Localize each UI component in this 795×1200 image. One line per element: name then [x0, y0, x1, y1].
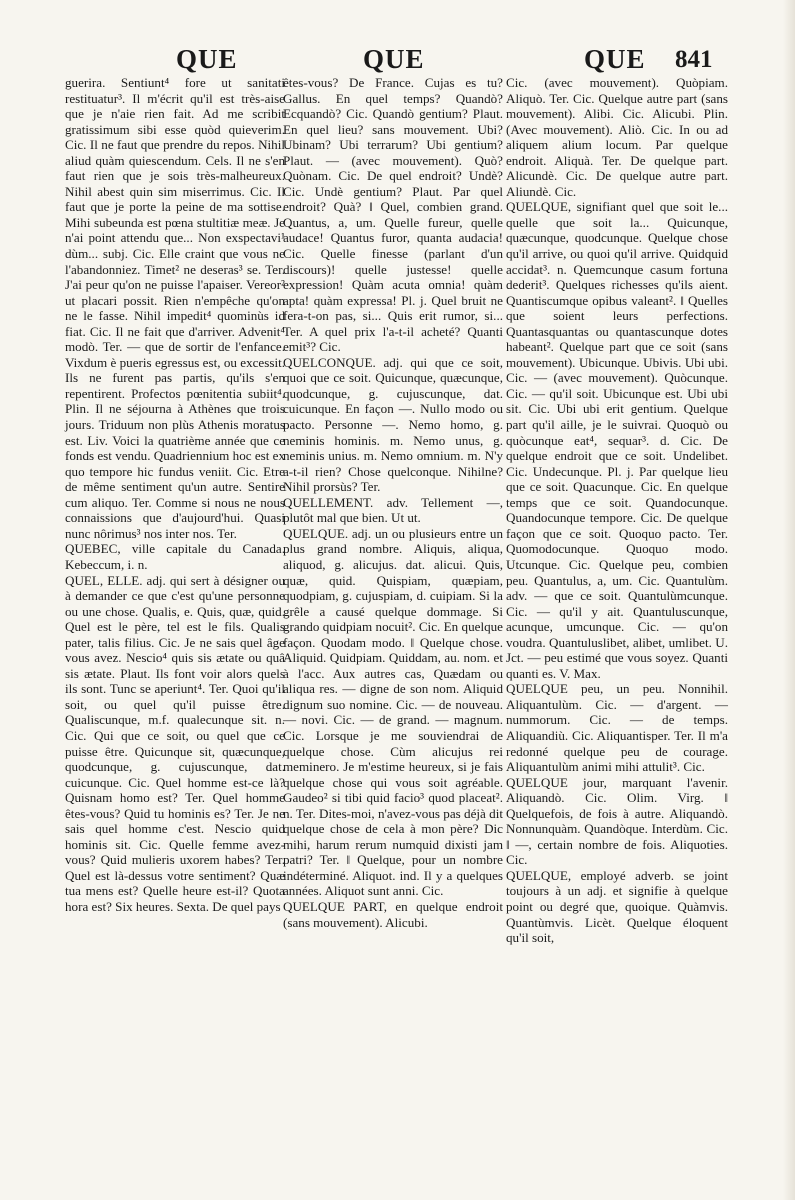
entry-text: QUELLEMENT. adv. Tellement —, plutôt mal que bien. Ut ut. — [283, 494, 503, 526]
text-column-right — [506, 75, 728, 946]
entry-text: êtes-vous? De France. Cujas es tu? Gallus. En quel temps? Quandò? Ecquandò? Cic. Quandò gentium? Plaut. En quel lieu? sans mouvement. Ubi? Ubinam? Ubi terrarum? Ubi gentium? Plaut. — (avec mouvement). Quò? Quònam. Cic. De quel endroit? Undè? Cic. Undè gentium? Plaut. Par quel endroit? Quà? ‖ Quel, combien grand. Quantus, a, um. Quelle fureur, quelle audace! Quantus furor, quanta audacia! Cic. Quelle finesse (parlant d'un discours)! quelle justesse! quelle expression! Quàm acuta omnia! quàm apta! quàm expressa! Pl. j. Quel bruit ne fera-t-on pas, si... Quis erit rumor, si... Ter. A quel prix l'a-t-il acheté? Quanti emit³? Cic. — [283, 75, 503, 355]
page-number: 841 — [675, 46, 713, 73]
entry-text: QUELQUE jour, marquant l'avenir. Aliquandò. Cic. Olim. Virg. ‖ Quelquefois, de fois à autre. Aliquandò. Nonnunquàm. Quandòque. Interdùm. Cic. ‖ —, certain nombre de fois. Aliquoties. Cic. — [506, 774, 728, 868]
entry-text: QUEL, ELLE. adj. qui sert à désigner ou à demander ce que c'est qu'une personne ou une chose. Qualis, e. Quis, quæ, quid. Quel est le père, tel est le fils. Qualis pater, talis filius. Cic. Je ne sais quel âge vous avez. Nescio⁴ quis sis ætate ou quâ sis ætate. Plaut. Ils font voir alors quels ils sont. Tunc se aperiunt⁴. Ter. Quoi qu'il soit, ou quel qu'il puisse être. Qualiscunque, m.f. qualecunque sit. n. Cic. Qui que ce soit, ou quel que ce puisse être. Quicunque sit, quæcunque, quodcunque, g. cujuscunque, dat. cuicunque. Cic. Quel homme est-ce là? Quisnam homo est? Ter. Quel homme êtes-vous? Quid tu hominis es? Ter. Je ne sais quel homme c'est. Nescio quid hominis sit. Cic. Quelle femme avez-vous? Quid mulieris uxorem habes? Ter. Quel est là-dessus votre sentiment? Quæ tua mens est? Quelle heure est-il? Quota hora est? Six heures. Sexta. De quel pays — [65, 572, 285, 914]
running-head-center: QUE — [363, 44, 425, 74]
text-column-left — [65, 75, 285, 915]
entry-text: Cic. (avec mouvement). Quòpiam. Aliquò. Ter. Cic. Quelque autre part (sans mouvement). Alibi. Cic. Alicubi. Plin. (Avec mouvement). Aliò. Cic. In ou ad aliquem alium locum. Par quelque endroit. Aliquà. Ter. De quelque part. Alicundè. Cic. De quelque autre part. Aliundè. Cic. — [506, 75, 728, 199]
entry-text: QUELQUE PART, en quelque endroit (sans mouvement). Alicubi. — [283, 898, 503, 930]
entry-text: QUELCONQUE. adj. qui que ce soit, quoi que ce soit. Quicunque, quæcunque, quodcunque, g. cujuscunque, dat. cuicunque. En façon —. Nullo modo ou pacto. Personne —. Nemo homo, g. neminis hominis. m. Nemo unus, g. neminis unius. m. Nemo omnium. m. N'y a-t-il rien? Chose quelconque. Nihilne? Nihil prorsùs? Ter. — [283, 354, 503, 495]
entry-text: QUEBEC, ville capitale du Canada. Kebeccum, i. n. — [65, 541, 285, 572]
entry-text: QUELQUE peu, un peu. Nonnihil. Aliquantulùm. Cic. — d'argent. — nummorum. Cic. — de temps. Aliquandiù. Cic. Aliquantisper. Ter. Il m'a redonné quelque peu de courage. Aliquantulùm animi mihi attulit³. Cic. — [506, 681, 728, 775]
entry-text: guerira. Sentiunt⁴ fore ut sanitati restituatur³. Il m'écrit qu'il est très-aise que je n'aie rien fait. Ad me scribit gratissimum sibi esse quòd quieverim. Cic. Il ne faut que prendre du repos. Nihil aliud quàm quiescendum. Cels. Il ne s'en faut rien que je sois très-malheureux. Nihil abest quin sim miserrimus. Cic. Il faut que je porte la peine de ma sottise. Mihi subeunda est pœna stultitiæ meæ. Je n'ai point attendu que... Non exspectavi¹ dùm... subj. Cic. Elle craint que vous ne l'abandonniez. Timet² ne deseras³ se. Ter. J'ai peur qu'on ne puisse l'apaiser. Vereor² ut placari possit. Rien n'empêche qu'on ne le fasse. Nihil impedit⁴ quominùs id fiat. Cic. Il ne fait que d'arriver. Advenit⁴ modò. Ter. — que de sortir de l'enfance. Vixdum è pueris egressus est, ou excessit. Ils ne furent pas partis, qu'ils s'en repentirent. Profectos pœnitentia subiit⁴. Plin. Il ne séjourna à Athènes que trois jours. Triduum non plùs Athenis moratus est. Liv. Voici la quatrième année que ce fonds est vendu. Quadriennium hoc est ex quo tempore hic fundus veniit. Cic. Etre de même sentiment qu'un autre. Sentire cum aliquo. Ter. Comme si nous ne nous connaissions que d'aujourd'hui. Quasi nunc nôrimus³ nos inter nos. Ter. — [65, 75, 285, 541]
page-edge-shadow — [783, 0, 795, 1200]
entry-text: QUELQUE, employé adverb. se joint toujours à un adj. et signifie à quelque point ou degré que, quoique. Quàmvis. Quantùmvis. Licèt. Quelque éloquent qu'il soit, — [506, 867, 728, 946]
running-head-right: QUE — [584, 44, 646, 74]
text-column-middle — [283, 75, 503, 930]
running-head-left: QUE — [176, 44, 238, 74]
entry-text: QUELQUE. adj. un ou plusieurs entre un plus grand nombre. Aliquis, aliqua, aliquod, g. alicujus. dat. alicui. Quis, quæ, quid. Quispiam, quæpiam, quodpiam, g. cujuspiam, d. cuipiam. Si la grêle a causé quelque dommage. Si grando quidpiam nocuit². Cic. En quelque façon. Quodam modo. ‖ Quelque chose. Aliquid. Quidpiam. Quiddam, au. nom. et à l'acc. Aux autres cas, Quædam ou aliqua res. — digne de son nom. Aliquid dignum suo nomine. Cic. — de nouveau. — novi. Cic. — de grand. — magnum. Cic. Lorsque je me souviendrai de quelque chose. Cùm alicujus rei meminero. Je m'estime heureux, si je fais quelque chose qui vous soit agréable. Gaudeo² si tibi quid facio³ quod placeat². n. Ter. Dites-moi, n'avez-vous pas déjà dit quelque chose de cela à mon père? Dic mihi, harum rerum numquid dixisti jam patri? Ter. ‖ Quelque, pour un nombre indéterminé. Aliquot. ind. Il y a quelques années. Aliquot sunt anni. Cic. — [283, 525, 503, 899]
entry-text: QUELQUE, signifiant quel que soit le... quelle que soit la... Quicunque, quæcunque, quodcunque. Quelque chose qu'il arrive, ou quoi qu'il arrive. Quidquid accidat³. n. Quemcunque casum fortuna dederit³. Quelques richesses qu'ils aient. Quantiscumque opibus valeant². ‖ Quelles que soient leurs perfections. Quantasquantas ou quantascunque dotes habeant². Quelque part que ce soit (sans mouvement). Ubicunque. Ubivis. Ubi ubi. Cic. — (avec mouvement). Quòcunque. Cic. — qu'il soit. Ubicunque est. Ubi ubi sit. Cic. Ubi ubi erit gentium. Quelque part qu'il aille, je le suivrai. Quoquò ou quòcunque eat⁴, sequar³. d. Cic. De quelque endroit que ce soit. Undelibet. Cic. Undecunque. Pl. j. Par quelque lieu que ce soit. Quacunque. Cic. En quelque temps que ce soit. Quandocunque. Quandocunque tempore. Cic. De quelque façon que ce soit. Quoquo pacto. Ter. Quomodocunque. Quoquo modo. Utcunque. Cic. Quelque peu, combien peu. Quantulus, a, um. Cic. Quantulùm. adv. — que ce soit. Quantulùmcunque. Cic. — qu'il y ait. Quantuluscunque, acunque, umcunque. Cic. — qu'on voudra. Quantuluslibet, alibet, umlibet. U. Jct. — peu estimé que vous soyez. Quanti quanti es. V. Max. — [506, 199, 728, 681]
